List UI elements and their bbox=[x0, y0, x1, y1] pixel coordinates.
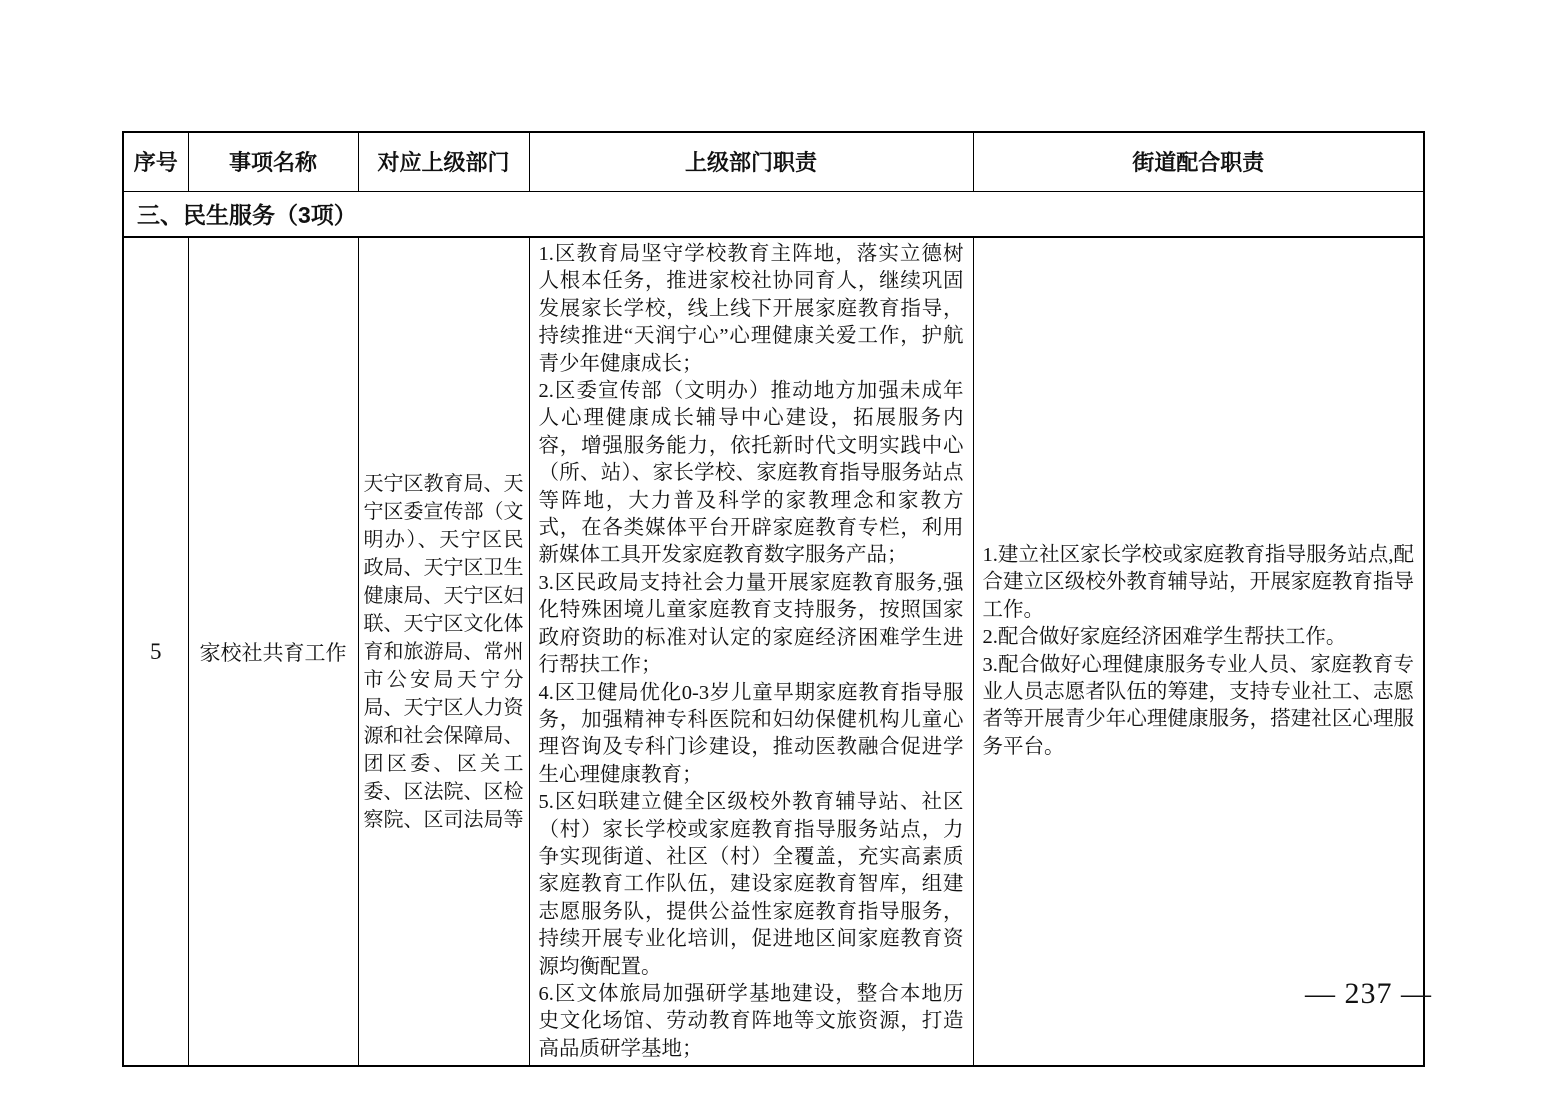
superior-duty-paragraph: 3.区民政局支持社会力量开展家庭教育服务,强化特殊困境儿童家庭教育支持服务，按照国家政府资助的标准对认定的家庭经济困难学生进行帮扶工作； bbox=[538, 571, 964, 677]
header-street-duty: 街道配合职责 bbox=[973, 132, 1424, 191]
superior-duty-paragraph: 4.区卫健局优化0-3岁儿童早期家庭教育指导服务，加强精神专科医院和妇幼保健机构儿童心理咨询及专科门诊建设，推动医教融合促进学生心理健康教育； bbox=[538, 681, 964, 786]
section-title: 三、民生服务（3项） bbox=[123, 191, 1424, 237]
table-row bbox=[123, 237, 1424, 1066]
section-row bbox=[123, 191, 1424, 237]
superior-duty-paragraph: 5.区妇联建立健全区级校外教育辅导站、社区（村）家长学校或家庭教育指导服务站点，力争实现街道、社区（村）全覆盖，充实高素质家庭教育工作队伍，建设家庭教育智库，组建志愿服务队，提供公益性家庭教育指导服务，持续开展专业化培训，促进地区间家庭教育资源均衡配置。 bbox=[538, 791, 964, 978]
header-item-name: 事项名称 bbox=[188, 132, 358, 191]
cell-superior-departments: 天宁区教育局、天宁区委宣传部（文明办）、天宁区民政局、天宁区卫生健康局、天宁区妇联、天宁区文化体育和旅游局、常州市公安局天宁分局、天宁区人力资源和社会保障局、团区委、区关工委、区法院、区检察院、区司法局等 bbox=[358, 237, 529, 1066]
superior-duty-paragraph: 1.区教育局坚守学校教育主阵地，落实立德树人根本任务，推进家校社协同育人，继续巩固发展家长学校，线上线下开展家庭教育指导，持续推进“天润宁心”心理健康关爱工作，护航青少年健康成长； bbox=[538, 243, 964, 375]
page-number: — 237 — bbox=[1305, 977, 1432, 1010]
duty-table bbox=[122, 131, 1425, 1067]
cell-superior-duties bbox=[529, 237, 973, 1066]
street-duty-paragraph: 2.配合做好家庭经济困难学生帮扶工作。 bbox=[982, 626, 1347, 649]
cell-seq: 5 bbox=[123, 237, 188, 1066]
street-duty-paragraph: 1.建立社区家长学校或家庭教育指导服务站点,配合建立区级校外教育辅导站，开展家庭教育指导工作。 bbox=[982, 543, 1414, 621]
superior-duty-paragraph: 2.区委宣传部（文明办）推动地方加强未成年人心理健康成长辅导中心建设，拓展服务内容，增强服务能力，依托新时代文明实践中心（所、站）、家长学校、家庭教育指导服务站点等阵地，大力普及科学的家教理念和家教方式，在各类媒体平台开辟家庭教育专栏，利用新媒体工具开发家庭教育数字服务产品； bbox=[538, 380, 964, 567]
superior-duty-paragraph: 6.区文体旅局加强研学基地建设，整合本地历史文化场馆、劳动教育阵地等文旅资源，打造高品质研学基地； bbox=[538, 982, 964, 1060]
header-superior-dept: 对应上级部门 bbox=[358, 132, 529, 191]
header-superior-duty: 上级部门职责 bbox=[529, 132, 973, 191]
cell-item-name: 家校社共育工作 bbox=[188, 237, 358, 1066]
street-duty-paragraph: 3.配合做好心理健康服务专业人员、家庭教育专业人员志愿者队伍的筹建，支持专业社工、志愿者等开展青少年心理健康服务，搭建社区心理服务平台。 bbox=[982, 653, 1414, 758]
table-header-row bbox=[123, 132, 1424, 191]
cell-street-duties bbox=[973, 237, 1424, 1066]
header-seq: 序号 bbox=[123, 132, 188, 191]
